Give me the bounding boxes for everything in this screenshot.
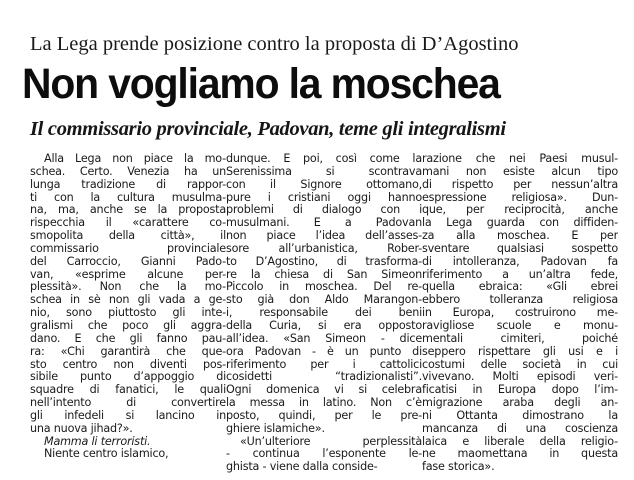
article-text-line: nio, sono piuttosto gli inte-	[30, 307, 226, 320]
article-text-line: sore all’urbanistica, Rober-	[226, 242, 422, 255]
article-text-line: nell’intento di convertire	[30, 397, 226, 410]
article-text-line: sventare qualsiasi sospetto	[422, 242, 618, 255]
article-text-line: problemi di dialogo con i	[226, 204, 422, 217]
article-text-line: i, responsabile dei beni	[226, 307, 422, 320]
article-text-line: ghiere islamiche».	[226, 421, 325, 435]
article-text-line: musulmani. E a Padovan	[226, 217, 422, 230]
article-text-line: migrazione araba degli an-	[422, 397, 618, 410]
article-text-line: non piace l’idea dell’asses-	[226, 230, 422, 243]
article-text-line: fase storica».	[422, 460, 495, 474]
article-text-line: mentali cimiteri, poiché	[422, 332, 618, 345]
article-column-2	[226, 153, 422, 474]
article-text-line: que, per reciprocità, anche	[422, 204, 618, 217]
article-text-line: vivevano. Molti episodi veri-	[422, 371, 618, 384]
article-text-line: Ogni domenica vi si celebra	[226, 384, 422, 397]
article-text-line: Niente centro islamico,	[44, 447, 169, 461]
article-text-line: con il Signore ottomano,	[226, 178, 422, 191]
article-text-line: posto, quindi, per le pre-	[226, 409, 422, 422]
article-text-line: Serenissima si scontrava	[226, 165, 422, 178]
article-kicker: La Lega prende posizione contro la proposta di D’Agostino	[30, 33, 519, 55]
article-text-line: seppero rispettare gli usi e i	[422, 345, 618, 358]
article-text-line: na, ma, anche se la proposta	[30, 204, 226, 217]
article-headline: Non vogliamo la moschea	[22, 60, 500, 108]
article-text-line: di rispetto per nessun’altra	[422, 178, 618, 191]
article-text-line: re la chiesa di San Simeon	[226, 268, 422, 281]
article-text-line: Mamma li terroristi.	[44, 434, 151, 448]
article-text-line: ficatisi in Europa dopo l’im-	[422, 384, 618, 397]
article-text-line: Piccolo in moschea. Del re-	[226, 281, 422, 294]
article-text-line: sto già don Aldo Marangon-	[226, 294, 422, 307]
article-text-line: sto centro non diventi pos-	[30, 358, 226, 371]
article-text-line: ti con la cultura musulma-	[30, 191, 226, 204]
article-text-line: costumi delle società in cui	[422, 358, 618, 371]
article-text-line: di intolleranza, Padovan fa	[422, 255, 618, 268]
article-text-line: ne maomettana in questa	[422, 448, 618, 461]
article-text-line: gli infedeli si lancino in	[30, 409, 226, 422]
article-text-line: del Carroccio, Gianni Pado-	[30, 255, 226, 268]
article-text-line: la Lega guarda con diffiden-	[422, 217, 618, 230]
article-text-line: quella ebraica: «Gli ebrei	[422, 281, 618, 294]
article-text-line: mancanza di una coscienza	[422, 422, 618, 435]
article-text-line: pure i cristiani oggi hanno	[226, 191, 422, 204]
article-text-line: ra: «Chi garantirà che que-	[30, 345, 226, 358]
article-text-line: rispecchia il «carattere co-	[30, 217, 226, 230]
article-text-line: ghista - viene dalla conside-	[226, 460, 378, 474]
article-text-line: riferimento per i cattolici	[226, 358, 422, 371]
article-text-line: schea. Certo. Venezia ha un	[30, 165, 226, 178]
article-text-line: riferimento a un’altra fede,	[422, 268, 618, 281]
article-text-line: mani non esiste alcun tipo	[422, 165, 618, 178]
article-column-3	[422, 153, 618, 474]
article-text-line: ravigliose scuole e monu-	[422, 319, 618, 332]
article-text-line: smopolita della città», il	[30, 230, 226, 243]
article-subheadline: Il commissario provinciale, Padovan, teme gli integralismi	[30, 118, 506, 140]
article-text-line: ni Ottanta dimostrano la	[422, 409, 618, 422]
article-text-line: cosidetti “tradizionalisti”.	[226, 371, 422, 384]
article-text-line: dunque. E poi, così come la	[226, 153, 422, 165]
article-text-line: plessità». Non che la mo-	[30, 281, 226, 294]
article-text-line: razione che nei Paesi musul-	[422, 153, 618, 165]
article-text-line: in Europa, costruirono me-	[422, 307, 618, 320]
article-text-line: Alla Lega non piace la mo-	[44, 153, 226, 165]
article-text-line: za alla moschea. E per	[422, 230, 618, 243]
article-text-line: squadre di fanatici, le quali	[30, 384, 226, 397]
article-text-line: la messa in latino. Non c’è	[226, 397, 422, 410]
article-text-line: commissario provinciale	[30, 242, 226, 255]
article-text-line: gralismi che poco gli aggra-	[30, 319, 226, 332]
article-text-line: «Un’ulteriore perplessità	[240, 435, 422, 448]
article-text-line: una nuova jihad?».	[30, 421, 133, 435]
article-text-line: schea in sè non gli vada a ge-	[30, 294, 226, 307]
article-column-1	[30, 153, 226, 461]
article-text-line: to D’Agostino, di trasforma-	[226, 255, 422, 268]
article-text-line: laica e liberale della religio-	[422, 435, 618, 448]
article-text-line: espressione religiosa». Dun-	[422, 191, 618, 204]
article-text-line: van, «esprime alcune per-	[30, 268, 226, 281]
article-text-line: lunga tradizione di rappor-	[30, 178, 226, 191]
article-text-line: della Curia, si era opposto	[226, 319, 422, 332]
article-text-line: dano. E che gli fanno pau-	[30, 332, 226, 345]
article-text-line: ora Padovan - è un punto di	[226, 345, 422, 358]
article-text-line: ebbero tolleranza religiosa	[422, 294, 618, 307]
article-text-line: - continua l’esponente le-	[226, 448, 422, 461]
article-text-line: all’idea. «San Simeon - dice	[226, 332, 422, 345]
article-text-line: sibile punto d’appoggio di	[30, 371, 226, 384]
